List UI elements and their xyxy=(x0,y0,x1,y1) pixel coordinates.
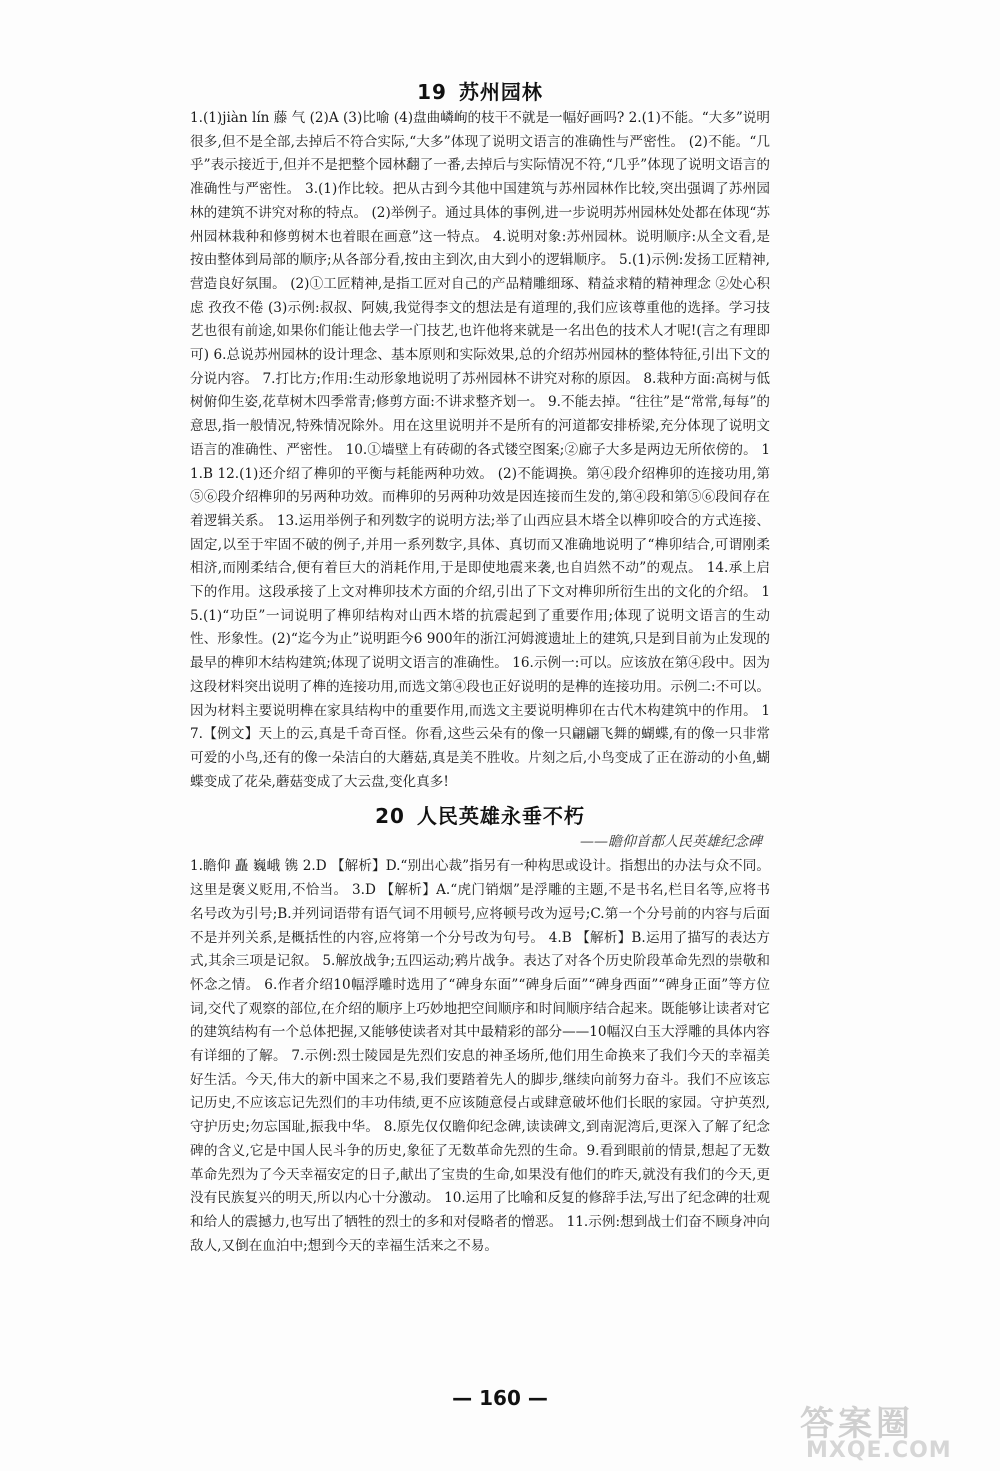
watermark-url: MXQE.COM xyxy=(806,1438,952,1463)
watermark-logo xyxy=(800,1396,990,1468)
page-number: — 160 — xyxy=(452,1386,548,1410)
section-20-answers: 1.瞻仰 矗 巍峨 镌 2.D 【解析】D.“别出心裁”指另有一种构思或设计。指想出的办法与众不同。这里是褒义贬用,不恰当。 3.D 【解析】A.“虎门销烟”是浮雕的主题,不是书名,栏目名等,应将书名号改为引号;B.并列词语带有语气词不用顿号,应将顿号改为逗号;C.第一个分号前的内容与后面不是并列关系,是概括性的内容,应将第一个分号改为句号。 4.B 【解析】B.运用了描写的表达方式,其余三项是记叙。 5.解放战争;五四运动;鸦片战争。表达了对各个历史阶段革命先烈的崇敬和怀念之情。 6.作者介绍10幅浮雕时选用了“碑身东面”“碑身后面”“碑身西面”“碑身正面”等方位词,交代了观察的部位,在介绍的顺序上巧妙地把空间顺序和时间顺序结合起来。既能够让读者对它的建筑结构有一个总体把握,又能够使读者对其中最精彩的部分——10幅汉白玉大浮雕的具体内容有详细的了解。 7.示例:烈士陵园是先烈们安息的神圣场所,他们用生命换来了我们今天的幸福美好生活。今天,伟大的新中国来之不易,我们要踏着先人的脚步,继续向前努力奋斗。我们不应该忘记历史,不应该忘记先烈们的丰功伟绩,更不应该随意侵占或肆意破坏他们长眠的家园。守护英烈,守护历史;勿忘国耻,振我中华。 8.原先仅仅瞻仰纪念碑,读读碑文,到南泥湾后,更深入了解了纪念碑的含义,它是中国人民斗争的历史,象征了无数革命先烈的生命。9.看到眼前的情景,想起了无数革命先烈为了今天幸福安定的日子,献出了宝贵的生命,如果没有他们的昨天,就没有我们的今天,更没有民族复兴的明天,所以内心十分激动。 10.运用了比喻和反复的修辞手法,写出了纪念碑的壮观和给人的震撼力,也写出了牺牲的烈士的多和对侵略者的憎恶。 11.示例:想到战士们奋不顾身冲向敌人,又倒在血泊中;想到今天的幸福生活来之不易。 xyxy=(190,858,770,1254)
section-19-heading xyxy=(190,76,770,105)
watermark-text: 答案圈 xyxy=(800,1404,914,1444)
section-20-title: 人民英雄永垂不朽 xyxy=(416,804,585,829)
section-19-number: 19 xyxy=(417,80,447,104)
section-19-answers: 1.(1)jiàn lín 藤 气 (2)A (3)比喻 (4)盘曲嶙峋的枝干不就是一幅好画吗? 2.(1)不能。“大多”说明很多,但不是全部,去掉后不符合实际,“大多”体现了说明文语言的准确性与严密性。 (2)不能。“几乎”表示接近于,但并不是把整个园林翻了一番,去掉后与实际情况不符,“几乎”体现了说明文语言的准确性与严密性。 3.(1)作比较。把从古到今其他中国建筑与苏州园林作比较,突出强调了苏州园林的建筑不讲究对称的特点。 (2)举例子。通过具体的事例,进一步说明苏州园林处处都在体现“苏州园林栽种和修剪树木也着眼在画意”这一特点。 4.说明对象:苏州园林。说明顺序:从全文看,是按由整体到局部的顺序;从各部分看,按由主到次,由大到小的逻辑顺序。 5.(1)示例:发扬工匠精神,营造良好氛围。 (2)①工匠精神,是指工匠对自己的产品精雕细琢、精益求精的精神理念 ②处心积虑 孜孜不倦 (3)示例:叔叔、阿姨,我觉得李文的想法是有道理的,我们应该尊重他的选择。学习技艺也很有前途,如果你们能让他去学一门技艺,也许他将来就是一名出色的技术人才呢!(言之有理即可) 6.总说苏州园林的设计理念、基本原则和实际效果,总的介绍苏州园林的整体特征,引出下文的分说内容。 7.打比方;作用:生动形象地说明了苏州园林不讲究对称的原因。 8.栽种方面:高树与低树俯仰生姿,花草树木四季常青;修剪方面:不讲求整齐划一。 9.不能去掉。“往往”是“常常,每每”的意思,指一般情况,特殊情况除外。用在这里说明并不是所有的河道都安排桥梁,充分体现了说明文语言的准确性、严密性。 10.①墙壁上有砖砌的各式镂空图案;②廊子大多是两边无所依傍的。 11.B 12.(1)还介绍了榫卯的平衡与耗能两种功效。 (2)不能调换。第④段介绍榫卯的连接功用,第⑤⑥段介绍榫卯的另两种功效。而榫卯的另两种功效是因连接而生发的,第④段和第⑤⑥段间存在着逻辑关系。 13.运用举例子和列数字的说明方法;举了山西应县木塔全以榫卯咬合的方式连接、固定,以至于牢固不破的例子,并用一系列数字,具体、真切而又准确地说明了“榫卯结合,可谓刚柔相济,而刚柔结合,便有着巨大的消耗作用,于是即使地震来袭,也自岿然不动”的观点。 14.承上启下的作用。这段承接了上文对榫卯技术方面的介绍,引出了下文对榫卯所衍生出的文化的介绍。 15.(1)“功臣”一词说明了榫卯结构对山西木塔的抗震起到了重要作用;体现了说明文语言的生动性、形象性。(2)“迄今为止”说明距今6 900年的浙江河姆渡遗址上的建筑,只是到目前为止发现的最早的榫卯木结构建筑;体现了说明文语言的准确性。 16.示例一:可以。应该放在第④段中。因为这段材料突出说明了榫的连接功用,而选文第④段也正好说明的是榫的连接功用。示例二:不可以。因为材料主要说明榫在家具结构中的重要作用,而选文主要说明榫卯在古代木构建筑中的作用。 17.【例文】天上的云,真是千奇百怪。你看,这些云朵有的像一只翩翩飞舞的蝴蝶,有的像一只非常可爱的小鸟,还有的像一朵洁白的大蘑菇,真是美不胜收。片刻之后,小鸟变成了正在游动的小鱼,蝴蝶变成了花朵,蘑菇变成了大云盘,变化真多! xyxy=(190,110,770,790)
section-20-subtitle: ——瞻仰首都人民英雄纪念碑 xyxy=(580,834,762,851)
answer-content xyxy=(190,72,770,1258)
section-20-number: 20 xyxy=(375,804,405,829)
section-19-title: 苏州园林 xyxy=(458,80,543,104)
section-20-heading xyxy=(190,800,770,829)
